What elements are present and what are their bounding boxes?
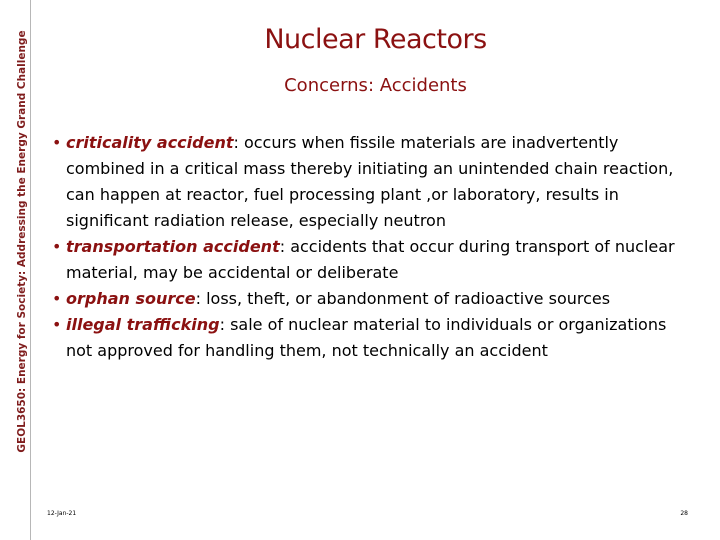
bullet-text: : sale of nuclear material to individuals or organizations not approved for handling them, not technically an accident xyxy=(66,315,667,360)
bullet-icon: • xyxy=(52,289,62,308)
bullet-text: : loss, theft, or abandonment of radioactive sources xyxy=(195,289,611,308)
bullet-icon: • xyxy=(52,237,62,256)
bullet-item xyxy=(50,312,690,364)
footer-date: 12-Jan-21 xyxy=(47,510,77,517)
bullet-list xyxy=(50,130,690,364)
bullet-term: orphan source xyxy=(66,289,196,308)
bullet-term: criticality accident xyxy=(66,133,234,152)
bullet-text: : occurs when fissile materials are inadvertently combined in a critical mass thereby initiating an unintended chain reaction, can happen at reactor, fuel processing plant ,or laboratory, results in significant radiation release, especially neutron xyxy=(66,133,674,230)
slide-subtitle: Concerns: Accidents xyxy=(284,75,467,96)
bullet-item xyxy=(50,286,690,312)
bullet-term: transportation accident xyxy=(66,237,280,256)
bullet-text: : accidents that occur during transport of nuclear material, may be accidental or deliberate xyxy=(66,237,675,282)
course-title: GEOL3650: Energy for Society: Addressing the Energy Grand Challenge xyxy=(16,30,28,453)
bullet-term: illegal trafficking xyxy=(66,315,220,334)
bullet-icon: • xyxy=(52,133,62,152)
sidebar xyxy=(0,0,31,540)
slide-title: Nuclear Reactors xyxy=(264,24,487,55)
bullet-item xyxy=(50,234,690,286)
page-number: 28 xyxy=(680,510,688,517)
bullet-item xyxy=(50,130,690,234)
bullet-icon: • xyxy=(52,315,62,334)
